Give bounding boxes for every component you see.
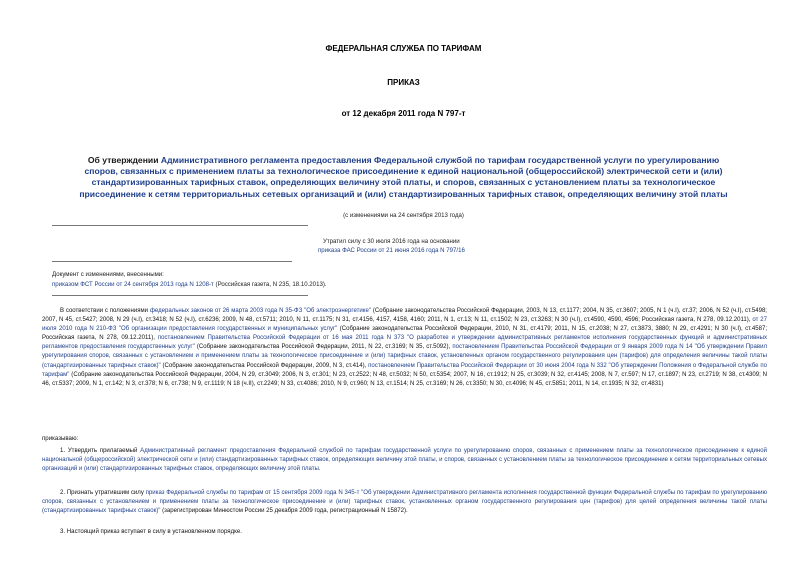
resolution-332-link[interactable]: постановлением Правительства Российской Федерации от 30 июня 2004 года N 332 "Об утверждении Положения о Федеральной службе по тарифам" bbox=[42, 362, 767, 378]
changes-line bbox=[52, 280, 327, 289]
item-1 bbox=[42, 447, 767, 474]
divider bbox=[52, 261, 292, 262]
item-1-text: 1. Утвердить прилагаемый bbox=[60, 448, 141, 454]
preamble-paragraph bbox=[42, 307, 767, 389]
law-35fz-link[interactable]: федеральных законов от 26 марта 2003 года N 35-ФЗ "Об электроэнергетике" bbox=[149, 308, 372, 314]
lost-force-text: Утратил силу с 30 июля 2016 года на основании bbox=[323, 238, 460, 245]
changes-source: (Российская газета, N 235, 18.10.2013). bbox=[213, 281, 327, 288]
preamble-text: В соответствии с положениями bbox=[60, 308, 150, 314]
item-2-text: 2. Признать утратившим силу bbox=[60, 490, 146, 496]
changes-order-link[interactable]: приказом ФСТ России от 24 сентября 2013 года N 1208-т bbox=[52, 281, 214, 288]
divider bbox=[52, 295, 308, 296]
title-prefix: Об утверждении bbox=[87, 155, 161, 165]
law-210fz-link[interactable]: от 27 июля 2010 года N 210-ФЗ "Об организации предоставления государственных и муниципальных услуг" bbox=[42, 317, 767, 333]
preamble-text: (Собрание законодательства Российской Федерации, 2010, N 31, ст.4179; 2011, N 15, ст.2038; N 27, ст.3873, 3880; N 29, ст.4291; N 30 (ч.I), ст.4587; Российская газета, N 278, 09.12.2011), bbox=[42, 326, 767, 342]
preamble-text: (Собрание законодательства Российской Федерации, 2004, N 29, ст.3049; 2006, N 3, ст.301; N 23, ст.2522; N 48, ст.5032; N 50, ст.5354; 2007, N 16, ст.1912; N 25, ст.3039; N 32, ст.4145; 2008, N 7, ст.597; N 17, ст.1897; N 23, ст.2719; N 38, ст.4309; N 46, ст.5337; 2009, N 1, ст.142; N 3, ст.378; N 6, ст.738; N 9, ст.1119; N 18 (ч.II), ст.2249; N 33, ст.4086; 2010, N 9, ст.960; N 13, ст.1514; N 25, ст.3169; N 26, ст.3350; N 30, ст.4096; N 45, ст.5851; 2011, N 14, ст.1935; N 32, ст.4831) bbox=[42, 371, 767, 387]
divider bbox=[52, 225, 308, 226]
item-1-regulation-link[interactable]: Административный регламент предоставления Федеральной службой по тарифам государственной услуги по урегулированию споров, связанных с применением платы за технологическое присоединение к единой национальной (общероссийской) электрической сети и (или) стандартизированных тарифных ставок, определяющих величину этой платы, и споров, связанных с установлением платы за технологическое присоединение к сетям территориальных сетевых организаций и (или) стандартизированных тарифных ставок, определяющих величину этой платы. bbox=[42, 448, 767, 473]
item-2-registration: (зарегистрирован Минюстом России 25 декабря 2009 года, регистрационный N 15872). bbox=[160, 508, 408, 515]
preamble-text: (Собрание законодательства Российской Федерации, 2011, N 22, ст.3169; N 35, ст.5092), bbox=[194, 344, 453, 351]
item-3: 3. Настоящий приказ вступает в силу в установленном порядке. bbox=[60, 528, 242, 535]
resolution-14-link[interactable]: постановлением Правительства Российской Федерации от 9 января 2009 года N 14 "Об утверждении Правил урегулирования споров, связанных с установлением и применением платы за технологическое присоединение и (или) тарифных ставок, установленных органом государственного регулирования цен (тарифов) для определения величины такой платы (стандартизированных тарифных ставок)" bbox=[42, 344, 767, 369]
item-2-order-345t-link[interactable]: приказ Федеральной службы по тарифам от 15 сентября 2009 года N 345-т "Об утверждении Административного регламента исполнения государственной функции Федеральной службы по тарифам по урегулированию споров, связанных с установлением и применением платы за технологическое присоединение и (или) тарифных ставок, установленных органом государственного регулирования цен (тарифов) для целей определения величины такой платы (стандартизированных тарифных ставок)" bbox=[42, 490, 768, 515]
document-title bbox=[70, 155, 737, 200]
amend-note: (с изменениями на 24 сентября 2013 года) bbox=[343, 212, 464, 219]
doc-type: ПРИКАЗ bbox=[387, 78, 420, 87]
doc-date-number: от 12 декабря 2011 года N 797-т bbox=[341, 109, 466, 118]
preamble-text: (Собрание законодательства Российской Федерации, 2003, N 13, ст.1177; 2004, N 35, ст.3607; 2005, N 1 (ч.I), ст.37; 2006, N 52 (ч.I), ст.5498; 2007, N 45, ст.5427; 2008, N 29 (ч.I), ст.3418; N 52 (ч.I), ст.6236; 2009, N 48, ст.5711; 2010, N 11, ст.1175; N 31, ст.4156, 4157, 4158, 4160; 2011, N 1, ст.13; N 11, ст.1502; N 23, ст.3263; N 30 (ч.I), ст.4590, 4590, 4596; Российская газета, N 278, 09.12.2011), bbox=[42, 308, 767, 324]
title-regulation-link[interactable]: Административного регламента предоставления Федеральной службой по тарифам государственной услуги по урегулированию споров, связанных с применением платы за технологическое присоединение к единой национальной (общероссийской) электрической сети и (или) стандартизированных тарифных ставок, определяющих величину этой платы, и споров, связанных с установлением платы за технологическое присоединение к сетям территориальных сетевых организаций и (или) стандартизированных тарифных ставок, определяющих величину этой платы bbox=[79, 155, 728, 199]
changes-label: Документ с изменениями, внесенными: bbox=[52, 271, 164, 278]
resolution-373-link[interactable]: постановлением Правительства Российской Федерации от 16 мая 2011 года N 373 "О разработке и утверждении административных регламентов исполнения государственных функций и административных регламентов предоставления государственных услуг" bbox=[42, 335, 767, 351]
prikazyvayu: приказываю: bbox=[42, 435, 79, 442]
item-2 bbox=[42, 489, 767, 516]
agency-name: ФЕДЕРАЛЬНАЯ СЛУЖБА ПО ТАРИФАМ bbox=[325, 44, 482, 53]
lost-force-link[interactable]: приказа ФАС России от 21 июня 2016 года N 797/16 bbox=[318, 247, 465, 254]
preamble-text: (Собрание законодательства Российской Федерации, 2009, N 3, ст.414), bbox=[160, 362, 369, 369]
